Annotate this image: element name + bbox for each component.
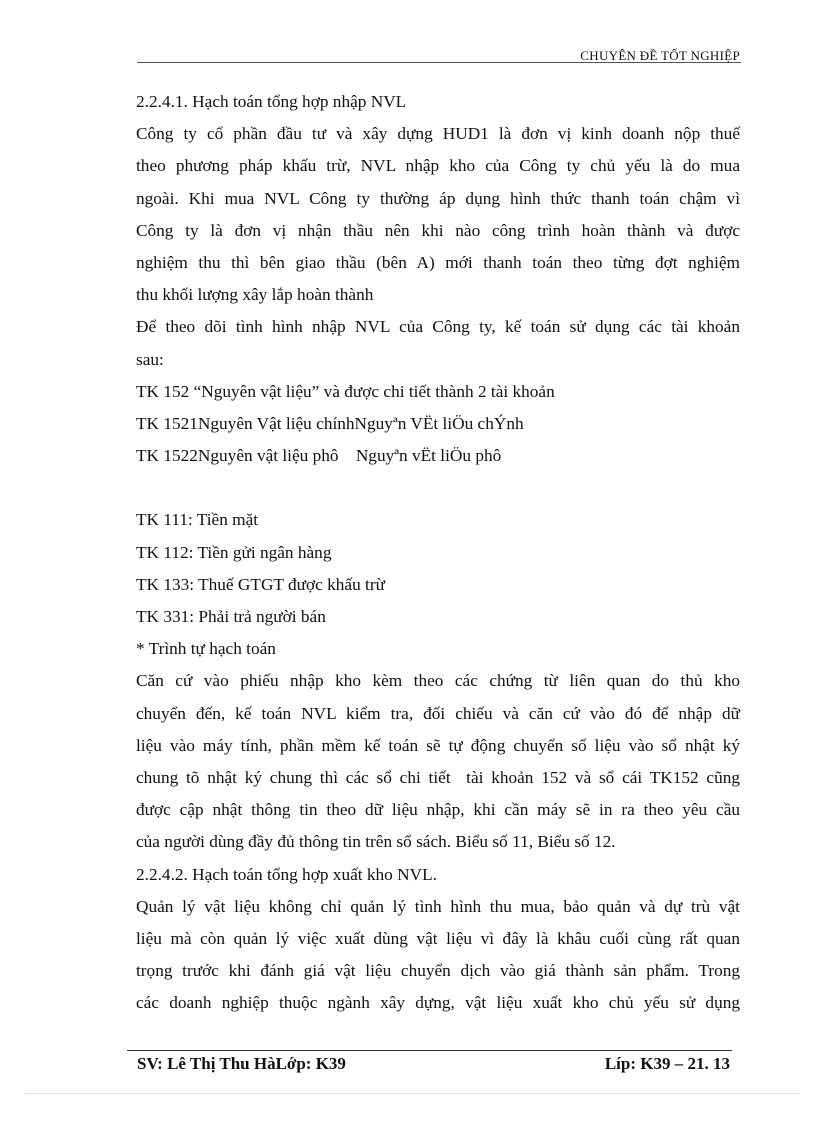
- header-divider: [137, 62, 741, 63]
- account-line: TK 331: Phải trả người bán: [136, 607, 326, 626]
- paragraph-line: trọng trước khi đánh giá vật liệu chuyển dịch vào giá thành sản phẩm. Trong: [136, 961, 740, 981]
- running-header: CHUYÊN ĐỀ TỐT NGHIỆP: [580, 48, 740, 63]
- footer-class: Líp: K39 – 21. 13: [604, 1054, 730, 1073]
- section-heading: 2.2.4.2. Hạch toán tổng hợp xuất kho NVL.: [136, 864, 437, 884]
- paragraph-line: Công ty cổ phần đầu tư và xây dựng HUD1 là đơn vị kinh doanh nộp thuế: [136, 124, 740, 144]
- account-line: TK 1522Nguyên vật liệu phô Nguyªn vËt liÖu phô: [136, 446, 502, 466]
- account-line: TK 112: Tiền gửi ngân hàng: [136, 542, 332, 562]
- paragraph-line: thu khối lượng xây lắp hoàn thành: [136, 285, 374, 305]
- paragraph-line: Công ty là đơn vị nhận thầu nên khi nào công trình hoàn thành và được: [136, 220, 740, 240]
- account-line: TK 1521Nguyên Vật liệu chínhNguyªn VËt liÖu chÝnh: [136, 413, 524, 433]
- paragraph-line: Căn cứ vào phiếu nhập kho kèm theo các chứng từ liên quan do thủ kho: [136, 671, 740, 691]
- subsection-heading: * Trình tự hạch toán: [136, 639, 276, 659]
- paragraph-line: Quản lý vật liệu không chỉ quản lý tình hình thu mua, bảo quản và dự trù vật: [136, 896, 740, 916]
- paragraph-line: ngoài. Khi mua NVL Công ty thường áp dụng hình thức thanh toán chậm vì: [136, 188, 740, 208]
- paragraph-line: theo phương pháp khấu trừ, NVL nhập kho của Công ty chủ yếu là do mua: [136, 156, 740, 176]
- section-heading: 2.2.4.1. Hạch toán tổng hợp nhập NVL: [136, 92, 407, 111]
- paragraph-line: liệu mà còn quản lý việc xuất dùng vật liệu vì đây là khâu cuối cùng rất quan: [136, 928, 740, 948]
- paragraph-line: các doanh nghiệp thuộc ngành xây dựng, vật liệu xuất kho chủ yếu sử dụng: [136, 993, 740, 1013]
- paragraph-line: Để theo dõi tình hình nhập NVL của Công ty, kế toán sử dụng các tài khoản: [136, 317, 740, 337]
- footer-student: SV: Lê Thị Thu HàLớp: K39: [137, 1054, 346, 1073]
- paragraph-line: chung tõ nhật ký chung thì các sổ chi tiết tài khoản 152 và sổ cái TK152 cũng: [136, 767, 740, 787]
- account-line: TK 111: Tiền mặt: [136, 510, 259, 530]
- paragraph-line: liệu vào máy tính, phần mềm kế toán sẽ tự động chuyển số liệu vào sổ nhật ký: [136, 735, 740, 755]
- paragraph-line: nghiệm thu thì bên giao thầu (bên A) mới thanh toán theo từng đợt nghiệm: [136, 252, 740, 272]
- paragraph-line: chuyển đến, kế toán NVL kiểm tra, đối chiếu và căn cứ vào đó để nhập dữ: [136, 703, 740, 723]
- document-body: [136, 86, 740, 1019]
- account-line: TK 152 “Nguyên vật liệu” và được chi tiết thành 2 tài khoản: [136, 381, 555, 401]
- paragraph-line: sau:: [136, 349, 164, 369]
- paragraph-line: được cập nhật thông tin theo dữ liệu nhập, khi cần máy sẽ in ra theo yêu cầu: [136, 800, 740, 820]
- paragraph-line: của người dùng đầy đủ thông tin trên sổ sách. Biểu số 11, Biểu số 12.: [136, 832, 616, 852]
- footer-divider: [127, 1050, 732, 1051]
- blank-line: [136, 472, 740, 504]
- page-edge-dotted-line: [24, 1093, 800, 1094]
- account-line: TK 133: Thuế GTGT được khấu trừ: [136, 574, 385, 594]
